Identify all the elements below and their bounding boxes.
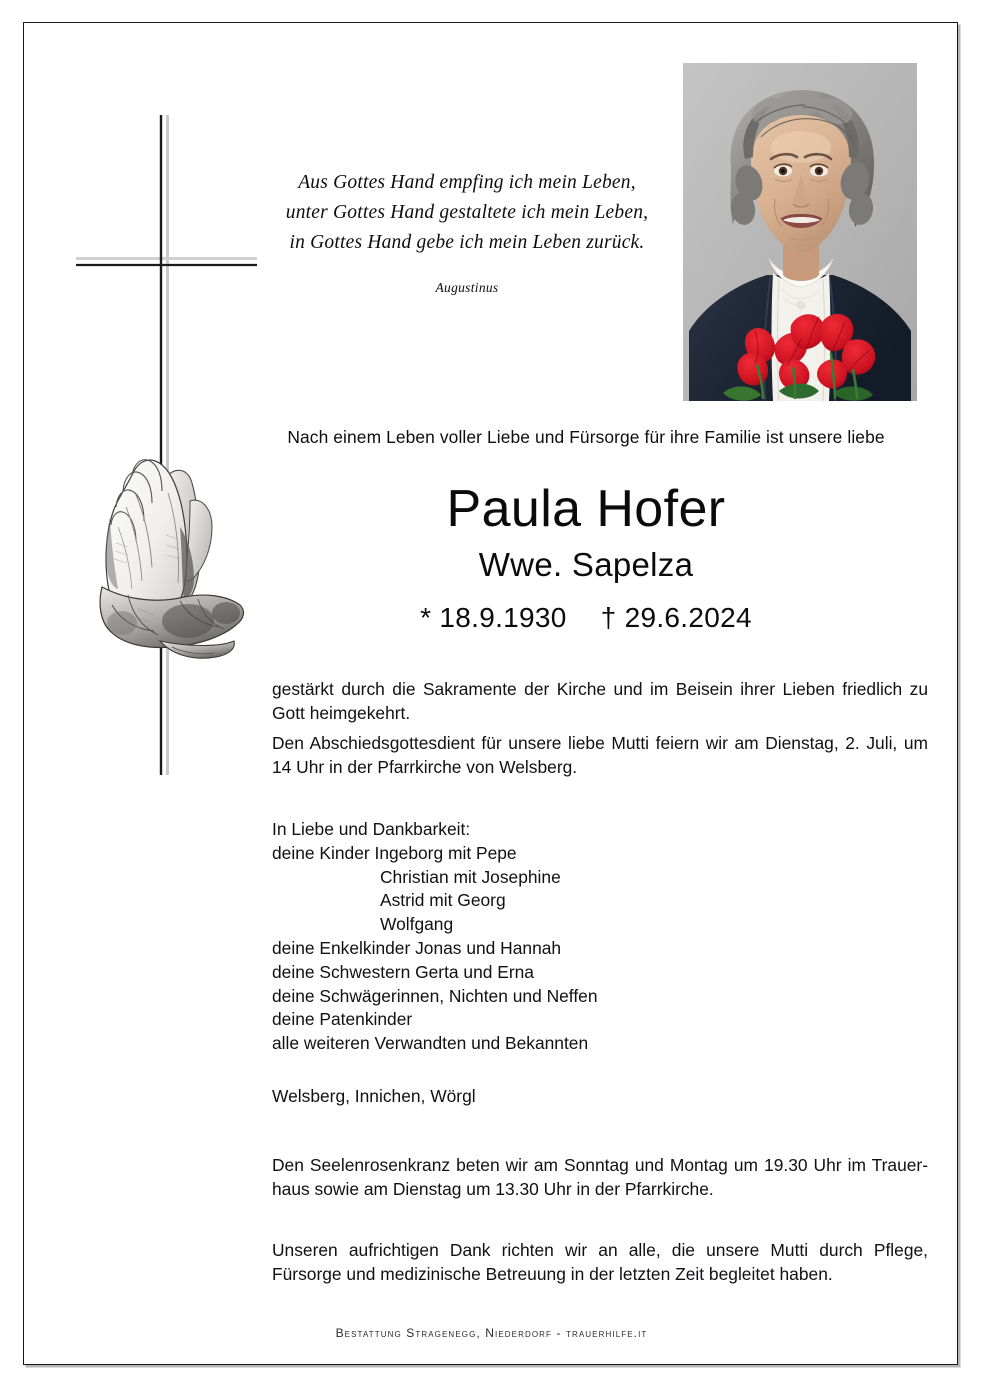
family-children-line: deine Kinder Ingeborg mit Pepe xyxy=(272,842,517,863)
quote-attribution: Augustinus xyxy=(435,280,499,295)
memorial-quote xyxy=(267,168,667,296)
family-others: alle weiteren Verwandten und Bekannten xyxy=(272,1033,589,1054)
family-child-2: Christian mit Josephine xyxy=(380,866,561,887)
quote-line-2: unter Gottes Hand gestaltete ich mein Leben, xyxy=(285,202,649,223)
deceased-name-suffix: Wwe. Sapelza xyxy=(478,546,694,583)
quote-line-1: Aus Gottes Hand empfing ich mein Leben, xyxy=(298,172,636,193)
family-inlaws: deine Schwägerinnen, Nichten und Neffen xyxy=(272,985,598,1006)
memorial-card xyxy=(23,22,958,1365)
paragraph-sacrament: gestärkt durch die Sakramente der Kirche und im Beisein ihrer Lieben friedlich zu Gott heimgekehrt. xyxy=(272,679,928,723)
paragraph-rosary: Den Seelenrosenkranz beten wir am Sonntag und Montag um 19.30 Uhr im Trauer-haus sowie am Dienstag um 13.30 Uhr in der Pfarrkirche. xyxy=(272,1155,928,1199)
birth-date: * 18.9.1930 xyxy=(420,602,567,633)
death-date: † 29.6.2024 xyxy=(600,602,752,633)
portrait-photo xyxy=(683,63,917,401)
family-child-3: Astrid mit Georg xyxy=(380,890,506,911)
family-sisters: deine Schwestern Gerta und Erna xyxy=(272,961,534,982)
deceased-name: Paula Hofer xyxy=(446,480,726,538)
family-grandchildren: deine Enkelkinder Jonas und Hannah xyxy=(272,937,562,958)
paragraph-service: Den Abschiedsgottesdient für unsere liebe Mutti feiern wir am Dienstag, 2. Juli, um 14 Uhr in der Pfarrkirche von Welsberg. xyxy=(272,733,928,777)
funeral-home-footer: Bestattung Stragenegg, Niederdorf - trauerhilfe.it xyxy=(335,1326,648,1340)
quote-line-3: in Gottes Hand gebe ich mein Leben zurück. xyxy=(289,232,645,253)
family-child-4: Wolfgang xyxy=(380,914,454,935)
family-godchildren: deine Patenkinder xyxy=(272,1009,413,1030)
life-dates xyxy=(267,602,905,634)
lead-sentence: Nach einem Leben voller Liebe und Fürsorge für ihre Familie ist unsere liebe xyxy=(287,427,885,447)
deceased-name-block xyxy=(267,478,905,634)
family-list xyxy=(272,818,928,1056)
places-line: Welsberg, Innichen, Wörgl xyxy=(272,1086,476,1106)
family-heading: In Liebe und Dankbarkeit: xyxy=(272,819,471,839)
praying-hands-icon xyxy=(76,435,258,667)
paragraph-gratitude: Unseren aufrichtigen Dank richten wir an alle, die unsere Mutti durch Pflege, Fürsorge und medizinische Betreuung in der letzten Zeit begleitet haben. xyxy=(272,1240,928,1284)
